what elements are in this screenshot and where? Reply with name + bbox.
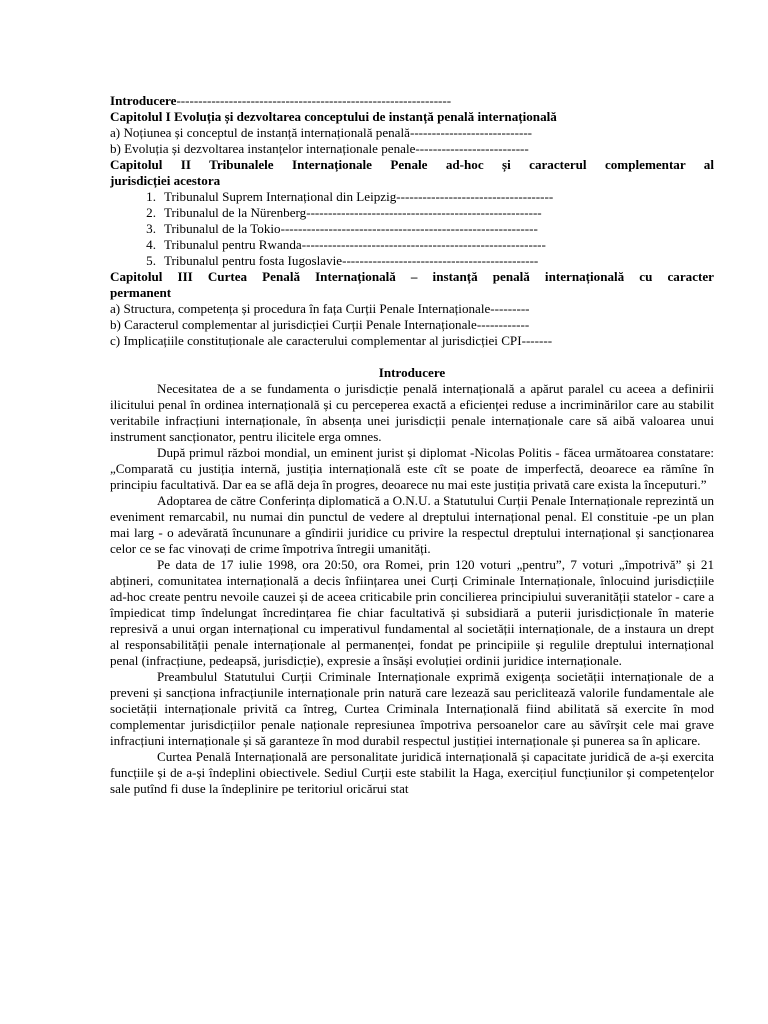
toc-ch1-item: b) Evoluția și dezvoltarea instanțelor internaționale penale--------------------------	[110, 141, 529, 156]
toc-chapter-3-cont: permanent	[110, 285, 172, 300]
toc-chapter-2: Capitolul II Tribunalele Internaționale Penale ad-hoc și caracterul complementar al	[110, 157, 714, 172]
toc-ch2-item: 4. Tribunalul pentru Rwanda--------------------------------------------------------	[146, 237, 546, 252]
body-text	[110, 381, 714, 797]
toc-ch3-item: c) Implicațiile constituționale ale caracterului complementar al jurisdicției CPI-------	[110, 333, 553, 348]
toc-ch2-item: 2. Tribunalul de la Nürenberg------------------------------------------------------	[146, 205, 542, 220]
toc-ch2-item: 5. Tribunalul pentru fosta Iugoslavie---------------------------------------------	[146, 253, 539, 268]
toc-chapter-1: Capitolul I Evoluția și dezvoltarea conceptului de instanță penală internațională	[110, 109, 557, 124]
toc-chapter-3: Capitolul III Curtea Penală Internațională – instanță penală internațională cu caracter	[110, 269, 714, 284]
document-content	[110, 93, 714, 797]
paragraph: Curtea Penală Internațională are personalitate juridică internațională și capacitate juridică de a-și exercita funcțiile și de a-și îndeplini obiectivele. Sediul Curții este stabilit la Haga, exercițiul funcțiunilor și competențelor sale putînd fi duse la îndeplinire pe teritoriul oricărui stat	[110, 749, 714, 796]
toc-ch3-item: a) Structura, competența și procedura în fața Curții Penale Internaționale---------	[110, 301, 530, 316]
paragraph: Adoptarea de către Conferința diplomatică a O.N.U. a Statutului Curții Penale Internaționale reprezintă un eveniment remarcabil, nu numai din punctul de vedere al dreptului internațional penal. El constituie -pe un plan mai larg - o adevărată încununare a gîndirii juridice cu privire la respectul dreptului internațional și sancționarea celor ce se fac vinovați de crime împotriva întregii umanități.	[110, 493, 715, 556]
toc-ch1-item: a) Noțiunea și conceptul de instanță internațională penală----------------------------	[110, 125, 533, 140]
toc-introduction: Introducere---------------------------------------------------------------	[110, 93, 452, 108]
paragraph: Preambulul Statutului Curții Criminale Internaționale exprimă exigența societății internaționale de a preveni și sancționa infracțiunile internaționale prin natură care lezează sau periclitează valorile fundamentale ale societății internaționale privită ca întreg, Curtea Criminala Internațională fiind abilitată să exercite în mod complementar jurisdicțiilor penale naționale represiunea împotriva persoanelor care au săvîrșit cele mai grave infracțiuni internaționale și să garanteze în mod durabil respectul justiției internaționale și punerea sa în aplicare.	[110, 669, 714, 748]
paragraph: Pe data de 17 iulie 1998, ora 20:50, ora Romei, prin 120 voturi „pentru”, 7 voturi „împotrivă” și 21 abțineri, comunitatea internațională a decis înființarea unei Curți Criminale Internaționale, înlocuind jurisdicțiile ad-hoc create pentru nevoile cauzei și de aceea criticabile prin concilierea principiului suveranității statelor - care a împiedicat timp îndelungat încredințarea fie chiar facultativă și subsidiară a puterii jurisdicționale în materie represivă a unui organ internațional cu imperativul fundamental al societății internaționale, de a instaura un drept al responsabilității penale internaționale al permanenței, fondat pe principiile și regulile dreptului internațional penal (infracțiune, pedeapsă, jurisdicție), expresie a însăși evoluției ordinii juridice internaționale.	[110, 557, 714, 668]
paragraph: După primul război mondial, un eminent jurist și diplomat -Nicolas Politis - făcea următoarea constatare: „Comparată cu justiția internă, justiția internațională este cît se poate de imperfectă, deoarece ea rămîne în principiu facultativă. Dar ea se află deja în progres, deoarece nu mai este justiția privată care exista la începuturi.”	[110, 445, 714, 492]
toc-ch3-item: b) Caracterul complementar al jurisdicției Curții Penale Internaționale------------	[110, 317, 530, 332]
paragraph: Necesitatea de a se fundamenta o jurisdicție penală internațională a apărut paralel cu aceea a definirii ilicitului penal în ordinea internațională și cu perceperea exactă a eficienței reduse a incriminărilor care au stabilit veritabile infracțiuni internaționale, în absența unei jurisdicții penale internaționale care să aibă valoarea unui instrument sancționator, pentru ilicitele erga omnes.	[110, 381, 714, 444]
toc-chapter-2-cont: jurisdicției acestora	[110, 173, 221, 188]
toc-ch2-list	[110, 189, 714, 269]
toc-ch2-item: 3. Tribunalul de la Tokio-----------------------------------------------------------	[146, 221, 538, 236]
toc-ch2-item: 1. Tribunalul Suprem Internațional din Leipzig------------------------------------	[146, 189, 554, 204]
section-title: Introducere	[378, 365, 446, 380]
